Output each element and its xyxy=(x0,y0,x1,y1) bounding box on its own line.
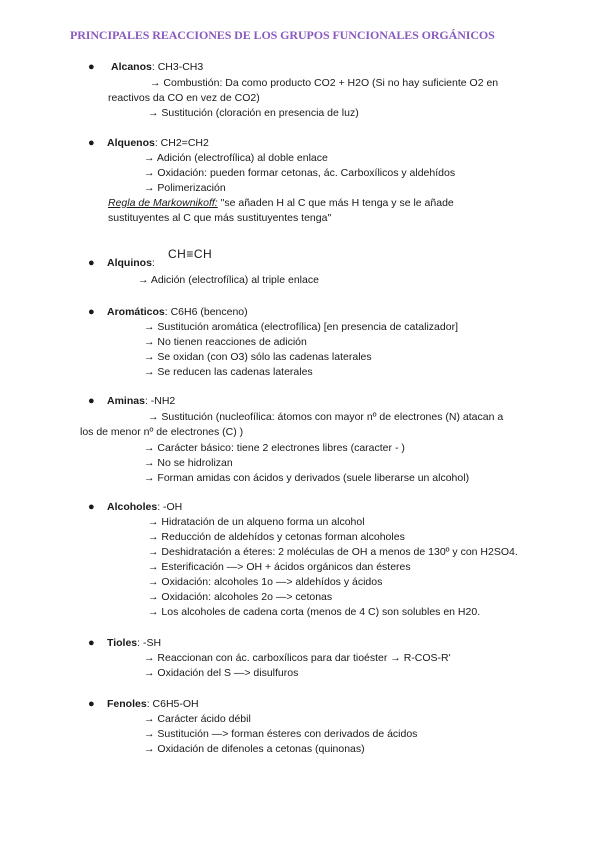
list-item: → Sustitución —> forman ésteres con derivados de ácidos xyxy=(144,728,418,740)
list-item: → Se reducen las cadenas laterales xyxy=(144,366,313,378)
section-heading xyxy=(107,500,182,515)
list-item: → Oxidación: alcoholes 2o —> cetonas xyxy=(148,591,333,603)
group-formula: : C6H6 (benceno) xyxy=(164,306,248,318)
bullet-icon: ● xyxy=(88,137,95,149)
list-item: → Reducción de aldehídos y cetonas forman alcoholes xyxy=(148,531,405,543)
list-item: los de menor nº de electrones (C) ) xyxy=(80,426,244,438)
list-item: → Esterificación —> OH + ácidos orgánicos dan ésteres xyxy=(148,561,411,573)
list-item: → Adición (electrofílica) al triple enlace xyxy=(138,274,319,286)
rule-text: "se añaden H al C que más H tenga y se le añade xyxy=(217,197,454,209)
list-item: → Hidratación de un alqueno forma un alcohol xyxy=(148,516,365,528)
group-formula: : -NH2 xyxy=(144,395,176,407)
section-heading xyxy=(107,636,161,651)
list-item: → Sustitución (nucleofílica: átomos con mayor nº de electrones (N) atacan a xyxy=(148,411,504,423)
section-heading xyxy=(107,136,209,151)
bullet-icon: ● xyxy=(88,257,95,269)
bullet-icon: ● xyxy=(88,395,95,407)
list-item: → Se oxidan (con O3) sólo las cadenas laterales xyxy=(144,351,372,363)
group-formula: : -OH xyxy=(157,501,183,513)
group-name: Aminas xyxy=(107,395,145,407)
group-name: Alcoholes xyxy=(107,501,158,513)
group-name: Alquenos xyxy=(107,137,155,149)
structural-formula: CH≡CH xyxy=(168,247,213,261)
list-item: → Combustión: Da como producto CO2 + H2O (Si no hay suficiente O2 en xyxy=(150,77,499,89)
group-name: Alcanos xyxy=(111,61,152,73)
list-item: → Carácter básico: tiene 2 electrones libres (caracter - ) xyxy=(144,442,405,454)
bullet-icon: ● xyxy=(88,698,95,710)
list-item: → Reaccionan con ác. carboxílicos para dar tioéster → R-COS-R' xyxy=(144,652,451,664)
list-item: → Oxidación de difenoles a cetonas (quinonas) xyxy=(144,743,365,755)
list-item: → Oxidación del S —> disulfuros xyxy=(144,667,299,679)
list-item: → Los alcoholes de cadena corta (menos de 4 C) son solubles en H20. xyxy=(148,606,481,618)
list-item: → Oxidación: alcoholes 1o —> aldehídos y ácidos xyxy=(148,576,383,588)
group-name: Alquinos xyxy=(107,257,152,269)
list-item: → Polimerización xyxy=(144,182,226,194)
list-item: → Adición (electrofílica) al doble enlace xyxy=(144,152,328,164)
markownikoff-rule xyxy=(108,196,454,211)
list-item: → Oxidación: pueden formar cetonas, ác. Carboxílicos y aldehídos xyxy=(144,167,456,179)
list-item: → Sustitución aromática (electrofílica) [en presencia de catalizador] xyxy=(144,321,458,333)
section-heading xyxy=(107,305,248,320)
group-formula: : xyxy=(151,257,155,269)
rule-text-continued: sustituyentes al C que más sustituyentes tenga" xyxy=(108,212,332,224)
list-item: → Forman amidas con ácidos y derivados (suele liberarse un alcohol) xyxy=(144,472,470,484)
rule-label: Regla de Markownikoff: xyxy=(108,197,218,209)
group-name: Tioles xyxy=(107,637,138,649)
group-name: Aromáticos xyxy=(107,306,165,318)
group-formula: : -SH xyxy=(137,637,162,649)
section-heading xyxy=(107,256,155,271)
list-item: → No se hidrolizan xyxy=(144,457,233,469)
section-heading xyxy=(111,60,203,75)
group-formula: : CH3-CH3 xyxy=(151,61,204,73)
section-heading xyxy=(107,697,199,712)
list-item: → No tienen reacciones de adición xyxy=(144,336,307,348)
bullet-icon: ● xyxy=(88,306,95,318)
list-item: → Deshidratación a éteres: 2 moléculas de OH a menos de 130º y con H2SO4. xyxy=(148,546,518,558)
group-formula: : C6H5-OH xyxy=(146,698,199,710)
page-title: PRINCIPALES REACCIONES DE LOS GRUPOS FUNCIONALES ORGÁNICOS xyxy=(70,28,495,42)
section-heading xyxy=(107,394,175,409)
list-item: → Sustitución (cloración en presencia de luz) xyxy=(148,107,359,119)
list-item: reactivos da CO en vez de CO2) xyxy=(108,92,260,104)
group-formula: : CH2=CH2 xyxy=(154,137,209,149)
bullet-icon: ● xyxy=(88,637,95,649)
bullet-icon: ● xyxy=(88,501,95,513)
list-item: → Carácter ácido débil xyxy=(144,713,251,725)
group-name: Fenoles xyxy=(107,698,147,710)
bullet-icon: ● xyxy=(88,61,95,73)
